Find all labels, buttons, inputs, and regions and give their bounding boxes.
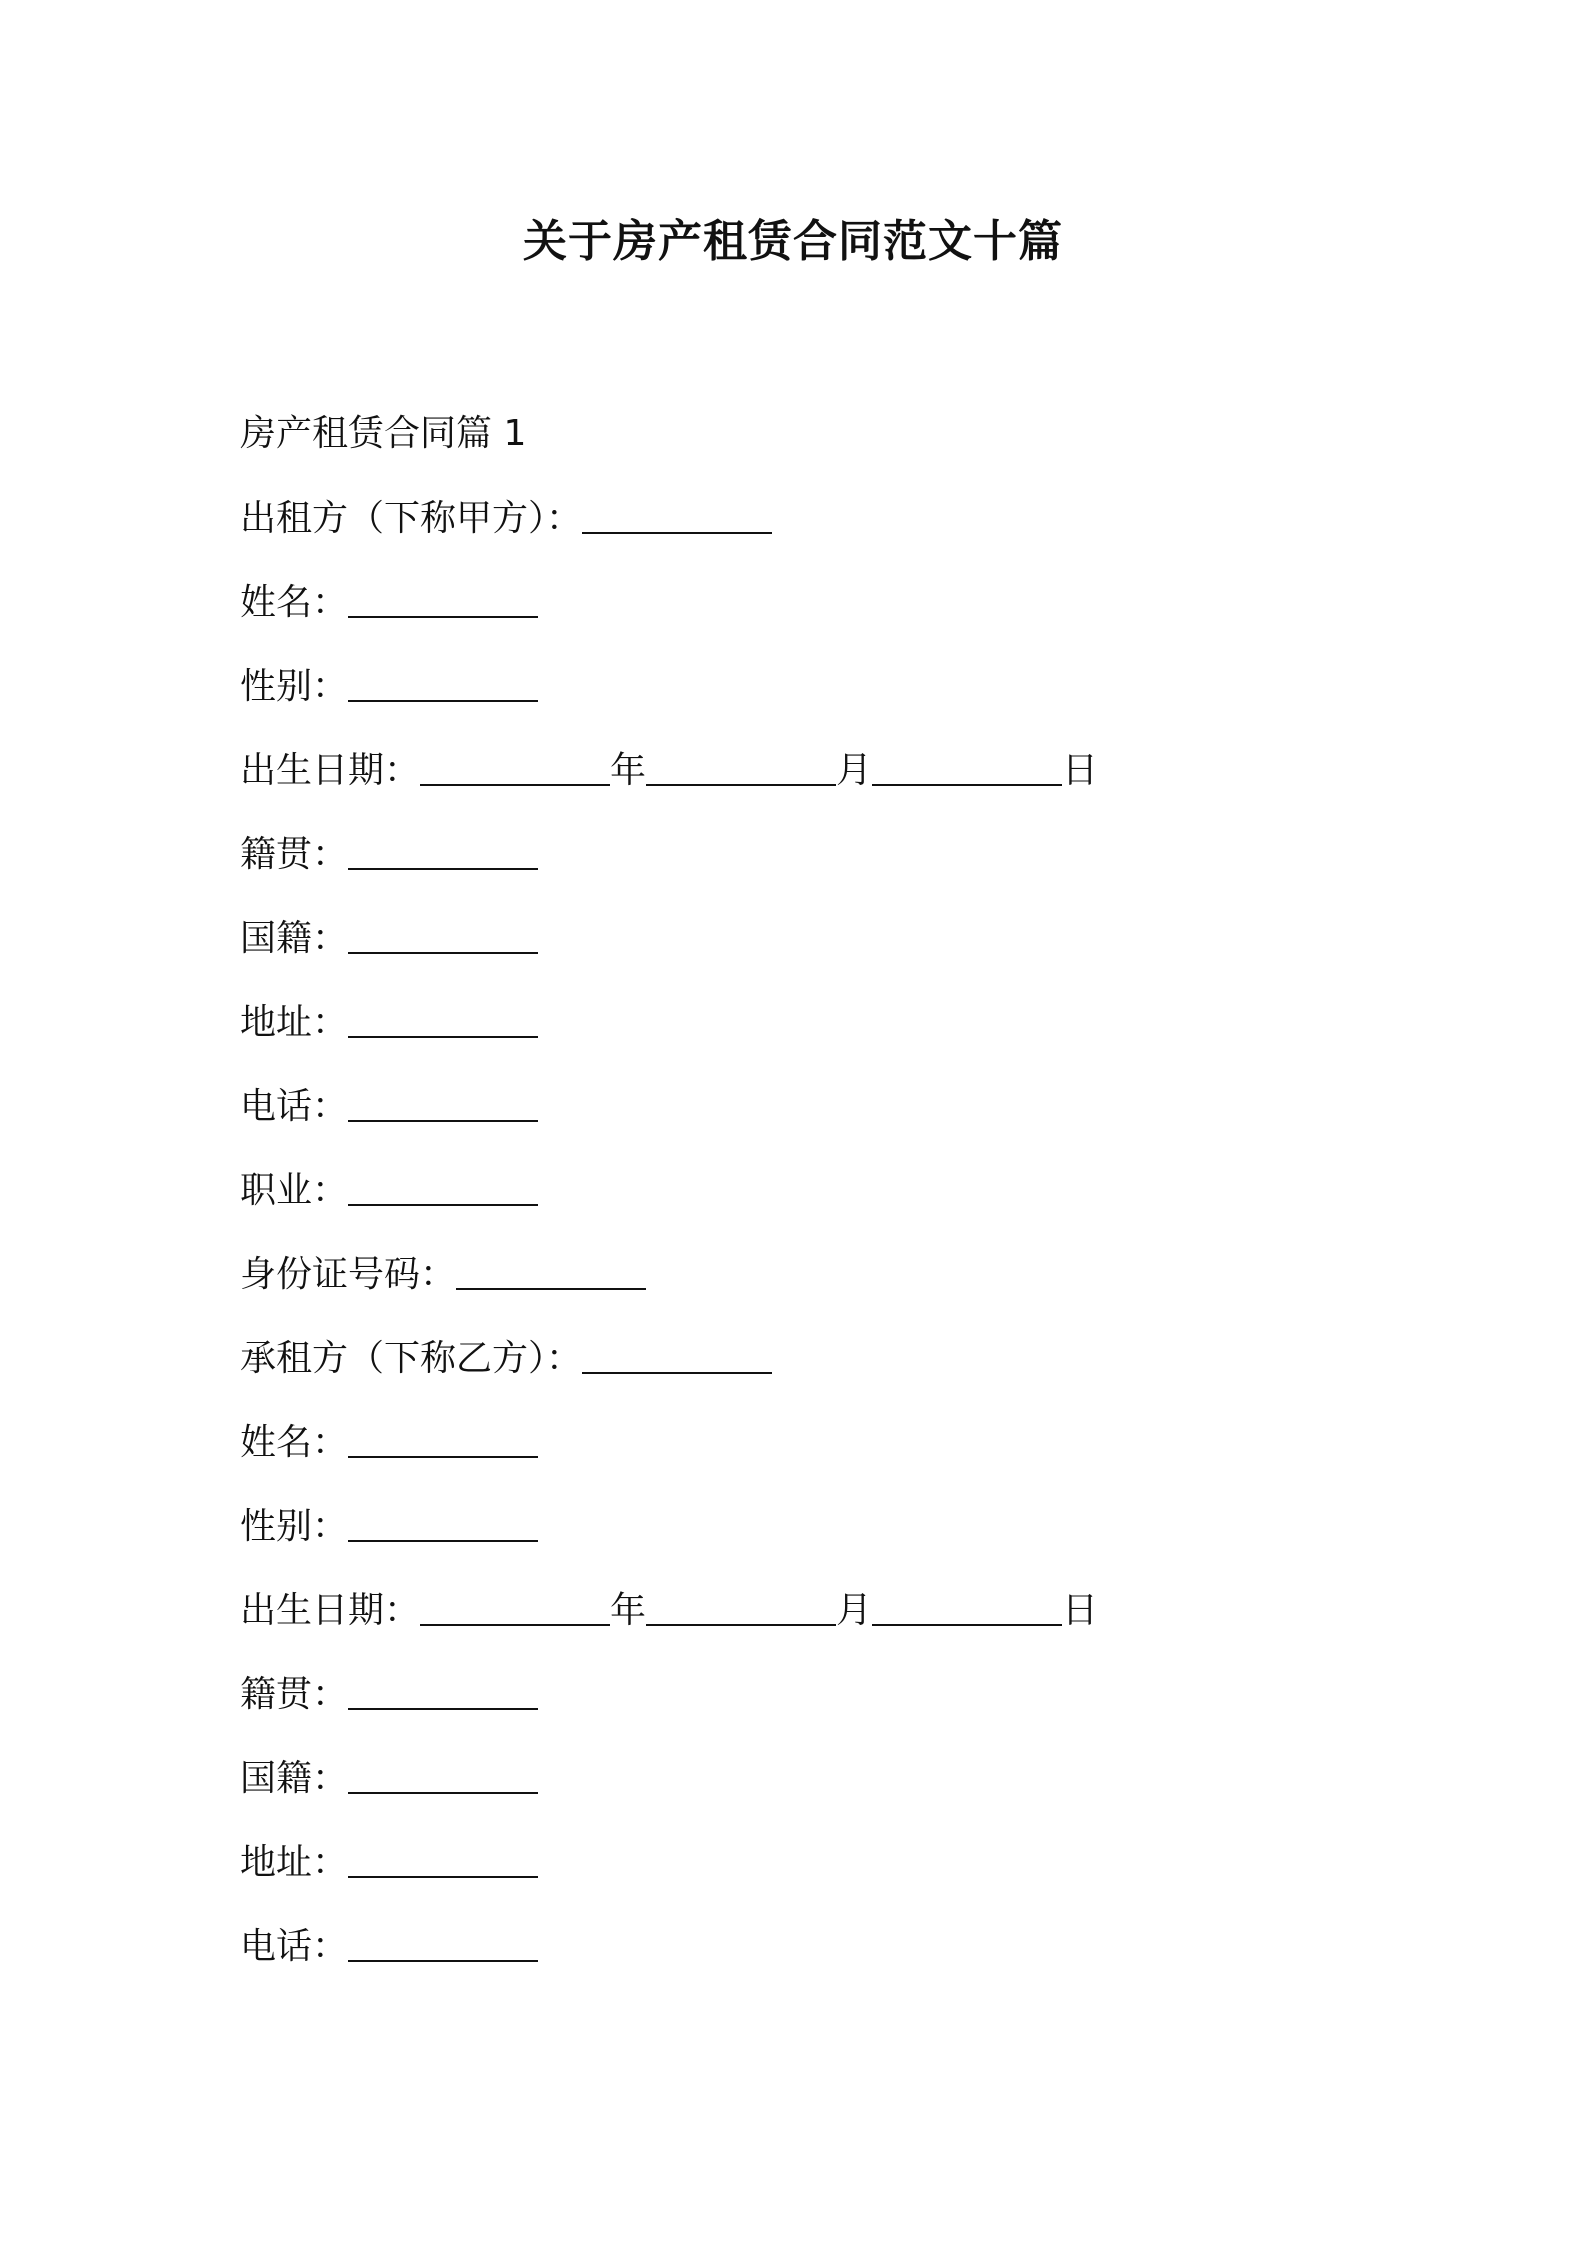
lessor-birth-month-label: 月 xyxy=(836,750,873,791)
lessee-birth-day-blank[interactable] xyxy=(872,1580,1062,1626)
lessee-blank[interactable] xyxy=(582,1328,772,1374)
lessor-gender-line xyxy=(240,656,1420,740)
lessee-birth-date-label: 出生日期： xyxy=(240,1590,421,1631)
lessor-phone-label: 电话： xyxy=(240,1086,349,1127)
lessor-name-blank[interactable] xyxy=(348,572,538,618)
lessor-native-place-blank[interactable] xyxy=(348,824,538,870)
lessor-gender-blank[interactable] xyxy=(348,656,538,702)
lessee-address-line xyxy=(240,1832,1420,1916)
lessee-gender-line xyxy=(240,1496,1420,1580)
document-title: 关于房产租赁合同范文十篇 xyxy=(523,216,1063,267)
lessee-name-label: 姓名： xyxy=(240,1422,349,1463)
lessee-nationality-line xyxy=(240,1748,1420,1832)
lessor-nationality-label: 国籍： xyxy=(240,918,349,959)
lessor-birth-date-line xyxy=(240,740,1420,824)
lessee-phone-line xyxy=(240,1916,1420,2000)
lessee-birth-date-line xyxy=(240,1580,1420,1664)
lessee-address-blank[interactable] xyxy=(348,1832,538,1878)
lessor-nationality-line xyxy=(240,908,1420,992)
lessor-birth-year-blank[interactable] xyxy=(420,740,610,786)
lessor-occupation-line xyxy=(240,1160,1420,1244)
lessor-id-number-blank[interactable] xyxy=(456,1244,646,1290)
lessor-phone-blank[interactable] xyxy=(348,1076,538,1122)
lessee-label: 承租方（下称乙方）： xyxy=(240,1338,583,1379)
lessor-birth-day-blank[interactable] xyxy=(872,740,1062,786)
lessee-birth-day-label: 日 xyxy=(1062,1590,1099,1631)
lessee-native-place-line xyxy=(240,1664,1420,1748)
lessor-address-blank[interactable] xyxy=(348,992,538,1038)
lessor-nationality-blank[interactable] xyxy=(348,908,538,954)
lessor-birth-day-label: 日 xyxy=(1062,750,1099,791)
lessee-phone-label: 电话： xyxy=(240,1926,349,1967)
lessee-name-line xyxy=(240,1412,1420,1496)
lessee-native-place-blank[interactable] xyxy=(348,1664,538,1710)
section-heading: 房产租赁合同篇 1 xyxy=(240,413,527,454)
lessor-occupation-label: 职业： xyxy=(240,1170,349,1211)
lessee-nationality-blank[interactable] xyxy=(348,1748,538,1794)
lessor-phone-line xyxy=(240,1076,1420,1160)
lessor-gender-label: 性别： xyxy=(240,666,349,707)
lessee-nationality-label: 国籍： xyxy=(240,1758,349,1799)
lessee-birth-month-label: 月 xyxy=(836,1590,873,1631)
lessor-birth-date-label: 出生日期： xyxy=(240,750,421,791)
lessee-birth-year-label: 年 xyxy=(610,1590,647,1631)
lessor-id-number-label: 身份证号码： xyxy=(240,1254,457,1295)
lessee-birth-month-blank[interactable] xyxy=(646,1580,836,1626)
lessor-birth-month-blank[interactable] xyxy=(646,740,836,786)
lessor-birth-year-label: 年 xyxy=(610,750,647,791)
lessor-blank[interactable] xyxy=(582,488,772,534)
contract-body xyxy=(240,404,1420,2000)
lessor-name-line xyxy=(240,572,1420,656)
lessor-name-label: 姓名： xyxy=(240,582,349,623)
lessee-native-place-label: 籍贯： xyxy=(240,1674,349,1715)
lessee-phone-blank[interactable] xyxy=(348,1916,538,1962)
lessee-address-label: 地址： xyxy=(240,1842,349,1883)
lessor-native-place-line xyxy=(240,824,1420,908)
lessee-name-blank[interactable] xyxy=(348,1412,538,1458)
lessor-native-place-label: 籍贯： xyxy=(240,834,349,875)
lessor-label: 出租方（下称甲方）： xyxy=(240,498,583,539)
lessor-header-line xyxy=(240,488,1420,572)
lessor-id-number-line xyxy=(240,1244,1420,1328)
lessor-address-line xyxy=(240,992,1420,1076)
lessee-gender-label: 性别： xyxy=(240,1506,349,1547)
lessor-address-label: 地址： xyxy=(240,1002,349,1043)
lessor-occupation-blank[interactable] xyxy=(348,1160,538,1206)
lessee-header-line xyxy=(240,1328,1420,1412)
lessee-birth-year-blank[interactable] xyxy=(420,1580,610,1626)
lessee-gender-blank[interactable] xyxy=(348,1496,538,1542)
